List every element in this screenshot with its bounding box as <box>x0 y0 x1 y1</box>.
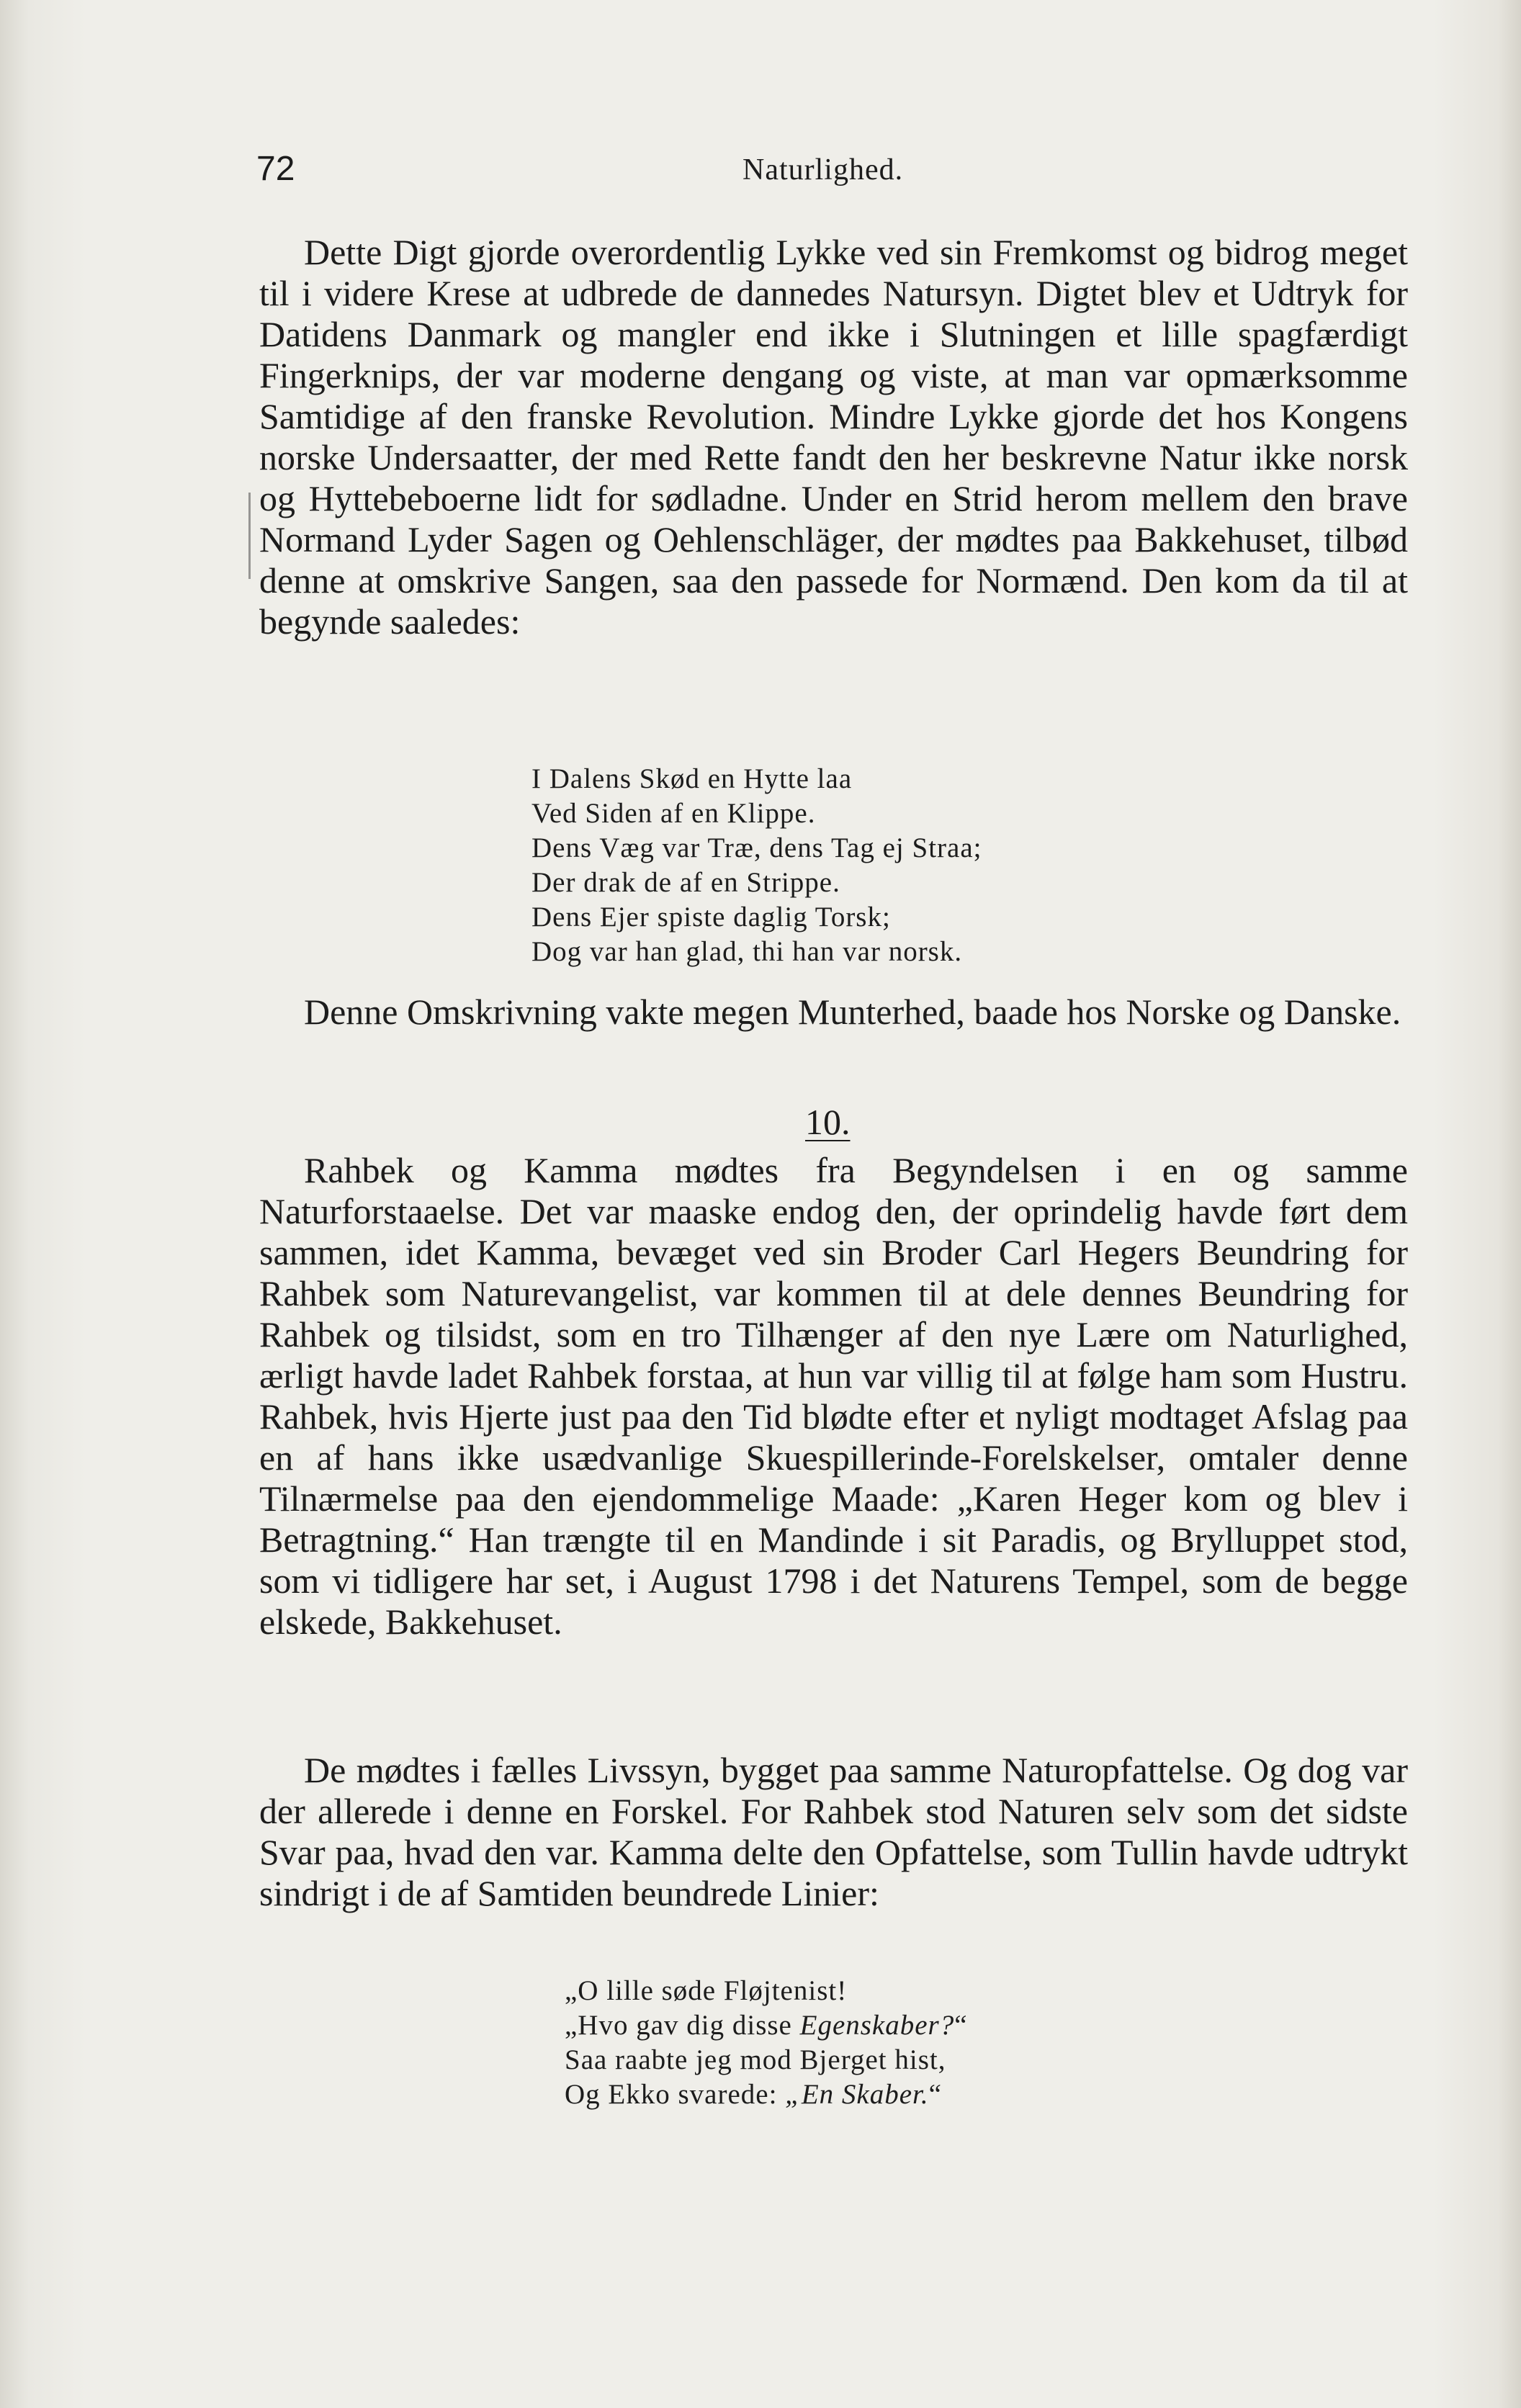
paragraph-2 <box>259 992 1408 1033</box>
poem-line <box>565 2077 968 2112</box>
paragraph-3 <box>259 1150 1408 1643</box>
poem-line: Der drak de af en Strippe. <box>531 867 840 898</box>
poem-closing-quote: “ <box>928 2079 942 2110</box>
margin-pencil-mark <box>248 493 251 579</box>
paragraph-4 <box>259 1750 1408 1914</box>
poem-line: I Dalens Skød en Hytte laa <box>531 763 853 794</box>
paragraph-text: Denne Omskrivning vakte megen Munterhed, baade hos Norske og Danske. <box>304 992 1401 1032</box>
poem-closing-quote: “ <box>954 2010 968 2041</box>
poem-italic-word: Egenskaber? <box>799 2010 955 2041</box>
poem-line: Dens Væg var Træ, dens Tag ej Straa; <box>531 832 982 863</box>
poem-line: Dog var han glad, thi han var norsk. <box>531 936 963 967</box>
poem-italic-word: „En Skaber. <box>785 2079 929 2110</box>
page-header <box>256 144 1409 194</box>
poem-line-text: „Hvo gav dig disse <box>565 2010 800 2041</box>
poem-norwegian-version <box>531 762 982 969</box>
poem-line: „O lille søde Fløjtenist! <box>565 1975 848 2006</box>
paragraph-1 <box>259 232 1408 642</box>
poem-line: Ved Siden af en Klippe. <box>531 798 816 829</box>
section-number: 10. <box>805 1102 851 1142</box>
poem-line-text: Og Ekko svarede: <box>565 2079 786 2110</box>
poem-line: Dens Ejer spiste daglig Torsk; <box>531 902 891 933</box>
paragraph-text: Rahbek og Kamma mødtes fra Begyndelsen i en og samme Naturforstaaelse. Det var maaske endog den, der oprindelig havde ført dem sammen, idet Kamma, bevæget ved sin Broder Carl Hegers Beundring for Rahbek som Naturevangelist, var kommen til at dele dennes Beundring for Rahbek og tilsidst, som en tro Tilhænger af den nye Lære om Naturlighed, ærligt havde ladet Rahbek forstaa, at hun var villig til at følge ham som Hustru. Rahbek, hvis Hjerte just paa den Tid blødte efter et nyligt modtaget Afslag paa en af hans ikke usædvanlige Skuespillerinde-Forelskelser, omtaler denne Tilnærmelse paa den ejendommelige Maade: „Karen Heger kom og blev i Betragtning.“ Han trængte til en Mandinde i sit Paradis, og Brylluppet stod, som vi tidligere har set, i August 1798 i det Naturens Tempel, som de begge elskede, Bakkehuset. <box>259 1150 1408 1642</box>
paragraph-text: Dette Digt gjorde overordentlig Lykke ved sin Fremkomst og bidrog meget til i videre Krese at udbrede de dannedes Natursyn. Digtet blev et Udtryk for Datidens Danmark og mangler end ikke i Slutningen et lille spagfærdigt Fingerknips, der var moderne dengang og viste, at man var opmærksomme Samtidige af den franske Revolution. Mindre Lykke gjorde det hos Kongens norske Undersaatter, der med Rette fandt den her beskrevne Natur ikke norsk og Hyttebeboerne lidt for sødladne. Under en Strid herom mellem den brave Normand Lyder Sagen og Oehlenschläger, der mødtes paa Bakkehuset, tilbød denne at omskrive Sangen, saa den passede for Normænd. Den kom da til at begynde saaledes: <box>259 232 1408 642</box>
running-title: Naturlighed. <box>742 153 904 187</box>
poem-tullin-quote <box>565 1974 968 2112</box>
poem-line <box>565 2008 968 2043</box>
page-number: 72 <box>256 150 295 188</box>
poem-line: Saa raabte jeg mod Bjerget hist, <box>565 2044 946 2075</box>
paragraph-text: De mødtes i fælles Livssyn, bygget paa samme Naturopfattelse. Og dog var der allerede i denne en Forskel. For Rahbek stod Naturen selv som det sidste Svar paa, hvad den var. Kamma delte den Opfattelse, som Tullin havde udtrykt sindrigt i de af Samtiden beundrede Linier: <box>259 1750 1408 1913</box>
